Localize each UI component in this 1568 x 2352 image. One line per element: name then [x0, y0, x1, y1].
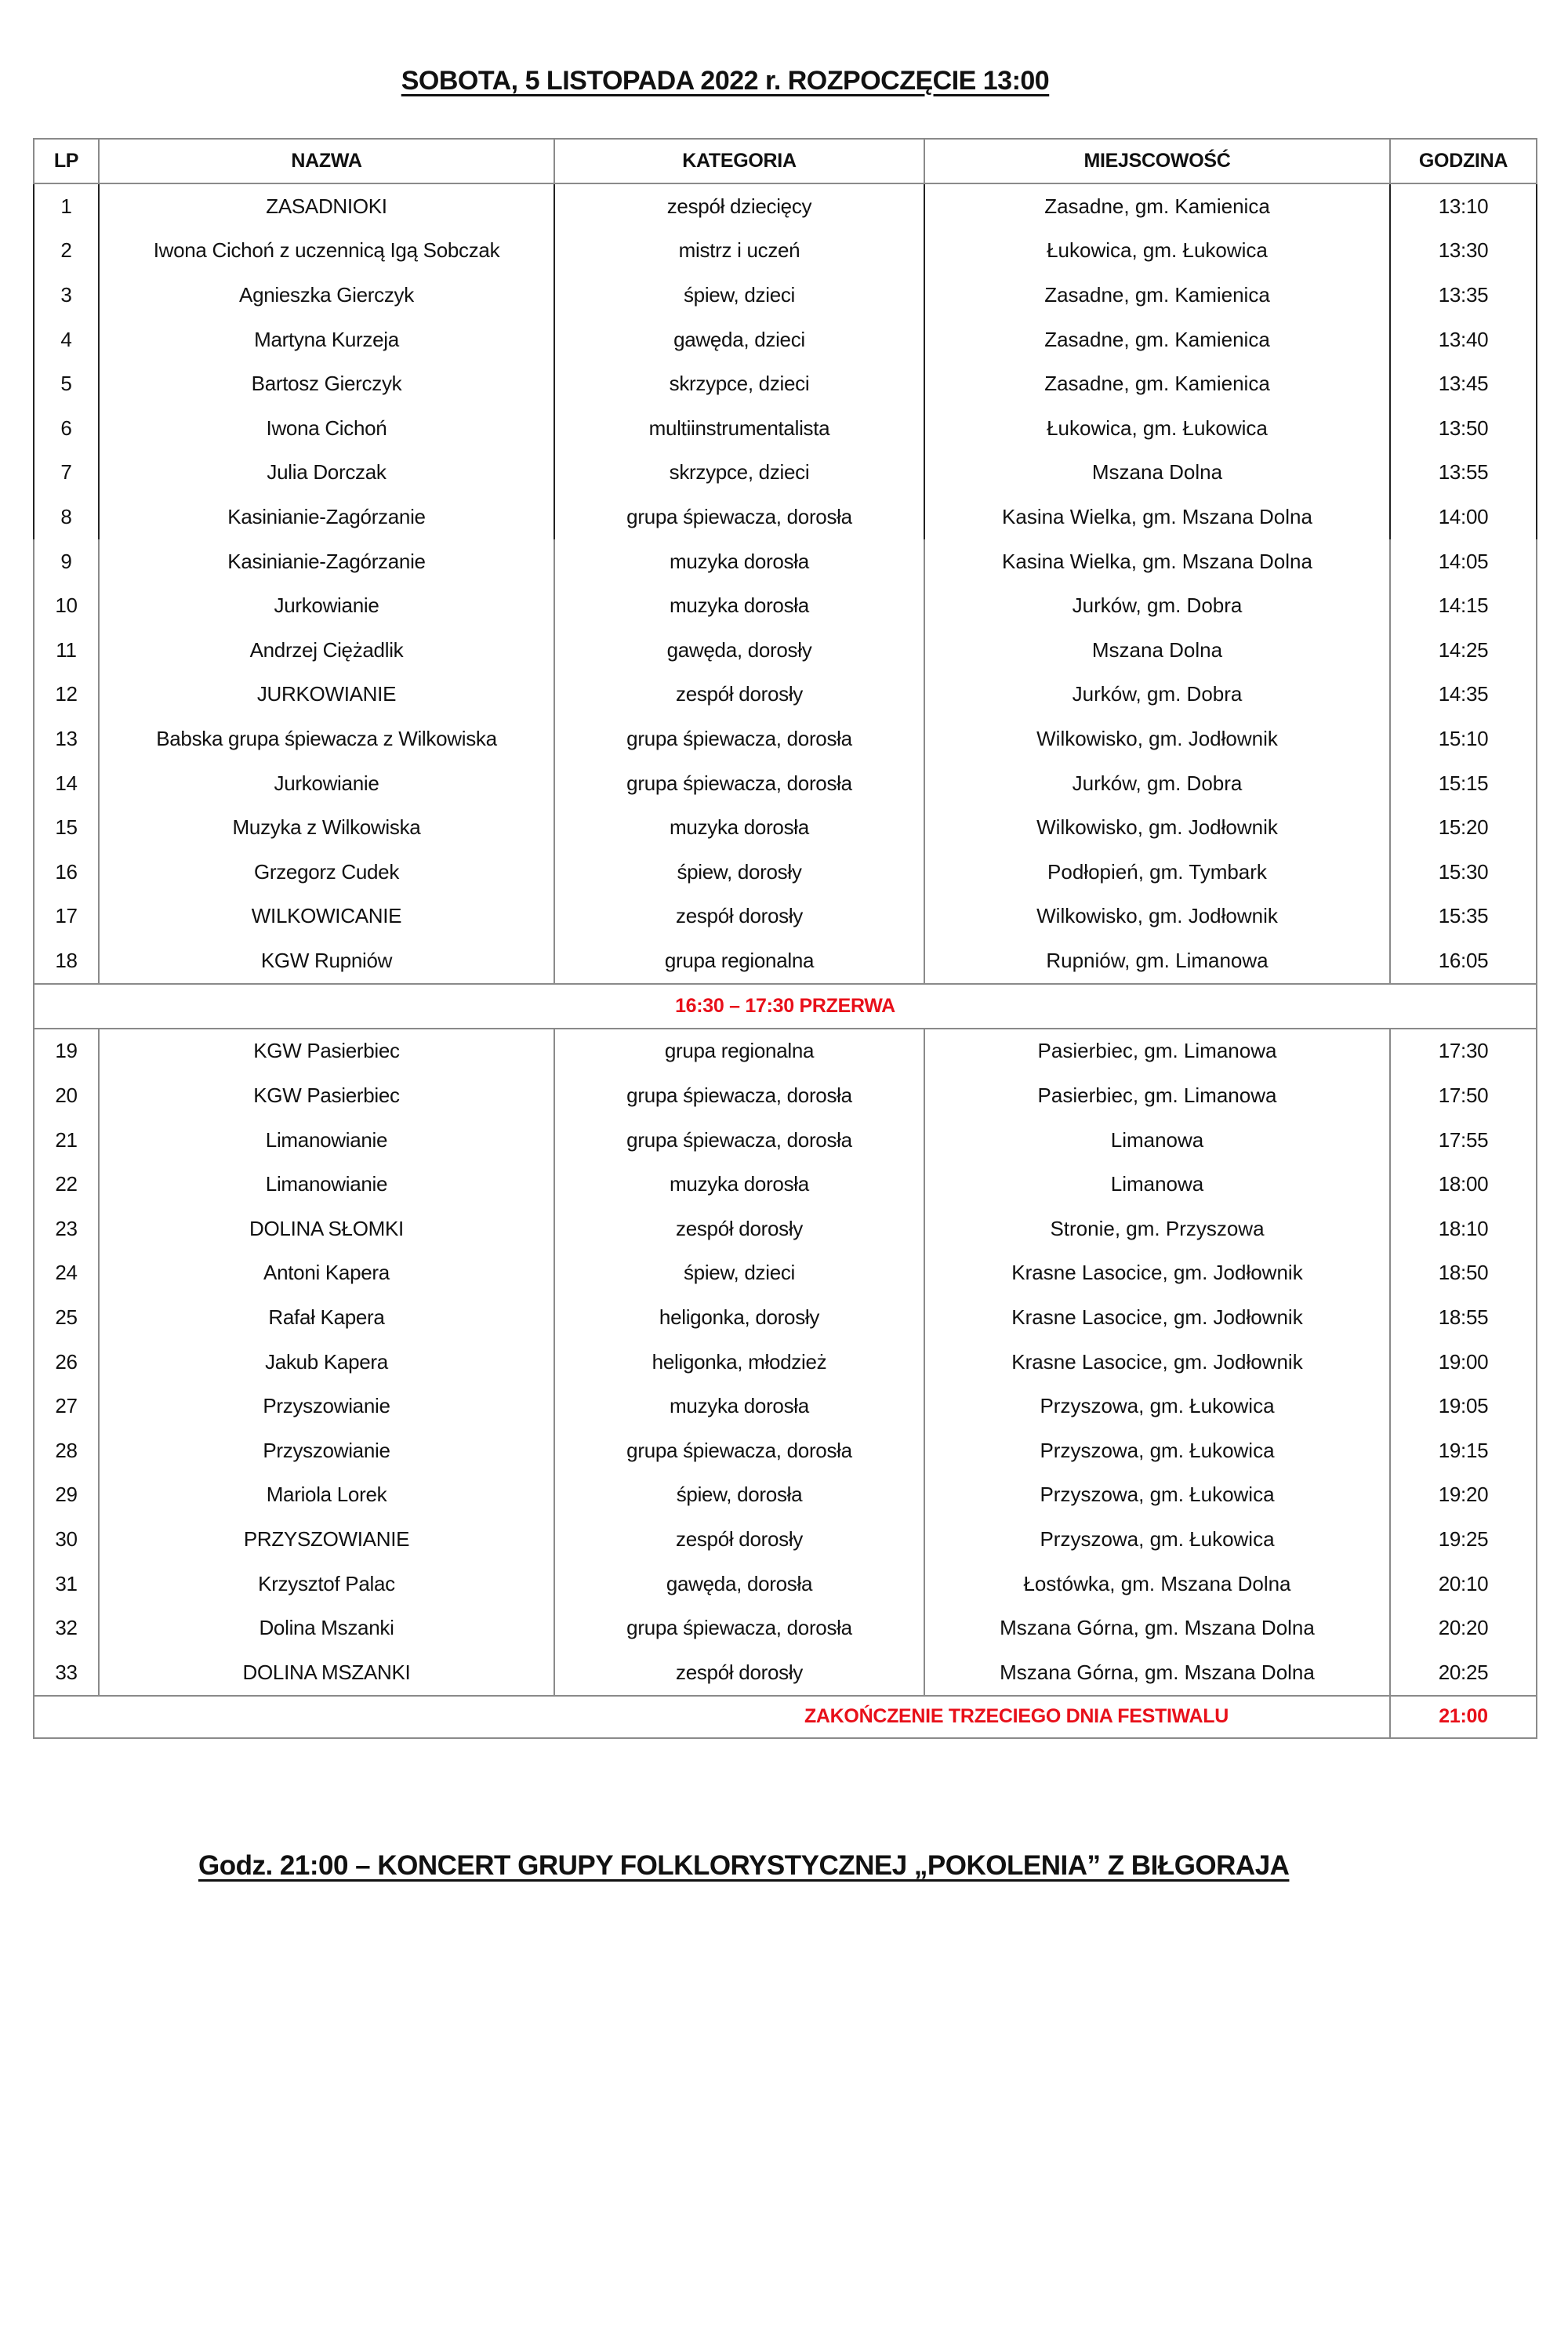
- cell-time: 18:10: [1390, 1207, 1537, 1251]
- cell-time: 13:30: [1390, 229, 1537, 274]
- table-row: [34, 1162, 1537, 1207]
- column-header-time: GODZINA: [1390, 139, 1537, 183]
- cell-category: grupa śpiewacza, dorosła: [554, 1606, 924, 1650]
- cell-lp: 6: [34, 406, 99, 451]
- cell-name: Jurkowianie: [99, 583, 554, 628]
- cell-category: zespół dziecięcy: [554, 183, 924, 229]
- cell-lp: 33: [34, 1650, 99, 1696]
- cell-place: Mszana Dolna: [924, 628, 1390, 673]
- cell-time: 17:55: [1390, 1118, 1537, 1163]
- cell-lp: 16: [34, 850, 99, 895]
- cell-name: Mariola Lorek: [99, 1473, 554, 1518]
- cell-name: Kasinianie-Zagórzanie: [99, 495, 554, 539]
- festival-end-row: [34, 1696, 1537, 1738]
- page-title-text: SOBOTA, 5 LISTOPADA 2022 r. ROZPOCZĘCIE 13:00: [401, 66, 1050, 96]
- cell-name: Dolina Mszanki: [99, 1606, 554, 1650]
- cell-time: 13:55: [1390, 451, 1537, 495]
- cell-category: gawęda, dorosła: [554, 1562, 924, 1606]
- cell-category: grupa śpiewacza, dorosła: [554, 495, 924, 539]
- cell-lp: 8: [34, 495, 99, 539]
- cell-category: gawęda, dorosły: [554, 628, 924, 673]
- cell-name: Antoni Kapera: [99, 1251, 554, 1296]
- cell-lp: 29: [34, 1473, 99, 1518]
- cell-place: Jurków, gm. Dobra: [924, 673, 1390, 717]
- cell-time: 15:10: [1390, 717, 1537, 761]
- cell-category: skrzypce, dzieci: [554, 361, 924, 406]
- column-header-category: KATEGORIA: [554, 139, 924, 183]
- cell-place: Jurków, gm. Dobra: [924, 583, 1390, 628]
- cell-name: Babska grupa śpiewacza z Wilkowiska: [99, 717, 554, 761]
- table-row: [34, 1517, 1537, 1562]
- cell-place: Przyszowa, gm. Łukowica: [924, 1517, 1390, 1562]
- cell-place: Mszana Dolna: [924, 451, 1390, 495]
- cell-name: JURKOWIANIE: [99, 673, 554, 717]
- table-row: [34, 183, 1537, 229]
- table-row: [34, 1606, 1537, 1650]
- cell-category: muzyka dorosła: [554, 539, 924, 584]
- cell-lp: 14: [34, 761, 99, 806]
- cell-category: grupa śpiewacza, dorosła: [554, 717, 924, 761]
- end-section: [34, 1696, 1537, 1738]
- cell-place: Przyszowa, gm. Łukowica: [924, 1473, 1390, 1518]
- cell-name: Jakub Kapera: [99, 1340, 554, 1385]
- cell-name: Muzyka z Wilkowiska: [99, 805, 554, 850]
- cell-time: 17:30: [1390, 1029, 1537, 1074]
- cell-lp: 4: [34, 318, 99, 362]
- cell-name: KGW Pasierbiec: [99, 1029, 554, 1074]
- column-header-lp: LP: [34, 139, 99, 183]
- cell-name: Andrzej Ciężadlik: [99, 628, 554, 673]
- cell-time: 13:10: [1390, 183, 1537, 229]
- cell-place: Łukowica, gm. Łukowica: [924, 406, 1390, 451]
- cell-category: grupa śpiewacza, dorosła: [554, 1118, 924, 1163]
- table-row: [34, 805, 1537, 850]
- cell-place: Podłopień, gm. Tymbark: [924, 850, 1390, 895]
- cell-place: Zasadne, gm. Kamienica: [924, 273, 1390, 318]
- table-row: [34, 1118, 1537, 1163]
- cell-category: muzyka dorosła: [554, 1162, 924, 1207]
- cell-time: 18:00: [1390, 1162, 1537, 1207]
- cell-name: Agnieszka Gierczyk: [99, 273, 554, 318]
- cell-place: Krasne Lasocice, gm. Jodłownik: [924, 1340, 1390, 1385]
- cell-lp: 10: [34, 583, 99, 628]
- cell-name: Przyszowianie: [99, 1384, 554, 1428]
- cell-name: PRZYSZOWIANIE: [99, 1517, 554, 1562]
- table-row: [34, 451, 1537, 495]
- cell-time: 16:05: [1390, 938, 1537, 984]
- table-row: [34, 273, 1537, 318]
- cell-time: 18:55: [1390, 1295, 1537, 1340]
- cell-category: skrzypce, dzieci: [554, 451, 924, 495]
- table-header-row: [34, 139, 1537, 183]
- cell-place: Krasne Lasocice, gm. Jodłownik: [924, 1251, 1390, 1296]
- cell-category: grupa śpiewacza, dorosła: [554, 1073, 924, 1118]
- cell-time: 20:20: [1390, 1606, 1537, 1650]
- table-row: [34, 229, 1537, 274]
- table-row: [34, 1207, 1537, 1251]
- cell-time: 17:50: [1390, 1073, 1537, 1118]
- cell-lp: 32: [34, 1606, 99, 1650]
- cell-place: Rupniów, gm. Limanowa: [924, 938, 1390, 984]
- cell-name: Julia Dorczak: [99, 451, 554, 495]
- cell-category: muzyka dorosła: [554, 583, 924, 628]
- cell-category: śpiew, dorosły: [554, 850, 924, 895]
- cell-time: 15:20: [1390, 805, 1537, 850]
- cell-place: Przyszowa, gm. Łukowica: [924, 1428, 1390, 1473]
- cell-category: zespół dorosły: [554, 1207, 924, 1251]
- table-row: [34, 361, 1537, 406]
- cell-name: Przyszowianie: [99, 1428, 554, 1473]
- page-title: [0, 66, 1450, 96]
- cell-place: Łukowica, gm. Łukowica: [924, 229, 1390, 274]
- cell-category: grupa regionalna: [554, 938, 924, 984]
- cell-place: Kasina Wielka, gm. Mszana Dolna: [924, 539, 1390, 584]
- cell-category: zespół dorosły: [554, 895, 924, 939]
- cell-time: 20:25: [1390, 1650, 1537, 1696]
- cell-name: Limanowianie: [99, 1162, 554, 1207]
- table-row: [34, 1251, 1537, 1296]
- table-row: [34, 895, 1537, 939]
- cell-time: 15:15: [1390, 761, 1537, 806]
- cell-place: Limanowa: [924, 1118, 1390, 1163]
- table-row: [34, 1384, 1537, 1428]
- break-label: 16:30 – 17:30 PRZERWA: [34, 984, 1537, 1029]
- cell-time: 19:05: [1390, 1384, 1537, 1428]
- cell-lp: 19: [34, 1029, 99, 1074]
- schedule-table: [33, 138, 1537, 1739]
- cell-time: 14:05: [1390, 539, 1537, 584]
- cell-name: KGW Rupniów: [99, 938, 554, 984]
- table-row: [34, 1029, 1537, 1074]
- table-row: [34, 495, 1537, 539]
- cell-place: Zasadne, gm. Kamienica: [924, 183, 1390, 229]
- cell-name: Rafał Kapera: [99, 1295, 554, 1340]
- cell-name: Jurkowianie: [99, 761, 554, 806]
- cell-time: 13:40: [1390, 318, 1537, 362]
- cell-name: KGW Pasierbiec: [99, 1073, 554, 1118]
- cell-time: 18:50: [1390, 1251, 1537, 1296]
- cell-place: Stronie, gm. Przyszowa: [924, 1207, 1390, 1251]
- schedule-part-2: [34, 1029, 1537, 1696]
- cell-category: gawęda, dzieci: [554, 318, 924, 362]
- cell-time: 19:15: [1390, 1428, 1537, 1473]
- cell-place: Wilkowisko, gm. Jodłownik: [924, 895, 1390, 939]
- cell-lp: 31: [34, 1562, 99, 1606]
- table-row: [34, 717, 1537, 761]
- table-row: [34, 761, 1537, 806]
- cell-place: Wilkowisko, gm. Jodłownik: [924, 717, 1390, 761]
- cell-lp: 20: [34, 1073, 99, 1118]
- cell-time: 20:10: [1390, 1562, 1537, 1606]
- table-row: [34, 406, 1537, 451]
- cell-time: 15:30: [1390, 850, 1537, 895]
- cell-lp: 11: [34, 628, 99, 673]
- cell-lp: 24: [34, 1251, 99, 1296]
- cell-lp: 13: [34, 717, 99, 761]
- cell-lp: 23: [34, 1207, 99, 1251]
- cell-lp: 30: [34, 1517, 99, 1562]
- column-header-name: NAZWA: [99, 139, 554, 183]
- cell-category: grupa śpiewacza, dorosła: [554, 761, 924, 806]
- cell-name: Limanowianie: [99, 1118, 554, 1163]
- cell-name: DOLINA SŁOMKI: [99, 1207, 554, 1251]
- cell-time: 13:35: [1390, 273, 1537, 318]
- cell-category: mistrz i uczeń: [554, 229, 924, 274]
- cell-name: Grzegorz Cudek: [99, 850, 554, 895]
- cell-place: Wilkowisko, gm. Jodłownik: [924, 805, 1390, 850]
- cell-place: Jurków, gm. Dobra: [924, 761, 1390, 806]
- cell-place: Pasierbiec, gm. Limanowa: [924, 1029, 1390, 1074]
- cell-name: Iwona Cichoń z uczennicą Igą Sobczak: [99, 229, 554, 274]
- cell-lp: 22: [34, 1162, 99, 1207]
- table-row: [34, 938, 1537, 984]
- cell-time: 15:35: [1390, 895, 1537, 939]
- cell-lp: 15: [34, 805, 99, 850]
- cell-time: 19:00: [1390, 1340, 1537, 1385]
- cell-name: Bartosz Gierczyk: [99, 361, 554, 406]
- cell-lp: 25: [34, 1295, 99, 1340]
- cell-lp: 7: [34, 451, 99, 495]
- cell-time: 13:50: [1390, 406, 1537, 451]
- table-row: [34, 318, 1537, 362]
- cell-name: WILKOWICANIE: [99, 895, 554, 939]
- table-row: [34, 539, 1537, 584]
- cell-category: zespół dorosły: [554, 1517, 924, 1562]
- cell-lp: 28: [34, 1428, 99, 1473]
- festival-end-label-cell: [34, 1696, 1390, 1738]
- cell-place: Pasierbiec, gm. Limanowa: [924, 1073, 1390, 1118]
- cell-time: 14:15: [1390, 583, 1537, 628]
- cell-place: Łostówka, gm. Mszana Dolna: [924, 1562, 1390, 1606]
- cell-place: Zasadne, gm. Kamienica: [924, 318, 1390, 362]
- cell-category: grupa regionalna: [554, 1029, 924, 1074]
- cell-lp: 9: [34, 539, 99, 584]
- cell-name: Martyna Kurzeja: [99, 318, 554, 362]
- cell-time: 19:25: [1390, 1517, 1537, 1562]
- table-row: [34, 1340, 1537, 1385]
- break-section: [34, 984, 1537, 1029]
- table-row: [34, 673, 1537, 717]
- table-row: [34, 1562, 1537, 1606]
- cell-lp: 12: [34, 673, 99, 717]
- table-row: [34, 850, 1537, 895]
- cell-category: śpiew, dzieci: [554, 1251, 924, 1296]
- cell-lp: 17: [34, 895, 99, 939]
- cell-lp: 18: [34, 938, 99, 984]
- cell-time: 14:35: [1390, 673, 1537, 717]
- cell-name: Kasinianie-Zagórzanie: [99, 539, 554, 584]
- cell-category: zespół dorosły: [554, 1650, 924, 1696]
- cell-place: Mszana Górna, gm. Mszana Dolna: [924, 1650, 1390, 1696]
- cell-lp: 27: [34, 1384, 99, 1428]
- cell-name: DOLINA MSZANKI: [99, 1650, 554, 1696]
- cell-lp: 3: [34, 273, 99, 318]
- cell-lp: 1: [34, 183, 99, 229]
- cell-time: 19:20: [1390, 1473, 1537, 1518]
- cell-lp: 21: [34, 1118, 99, 1163]
- cell-category: zespół dorosły: [554, 673, 924, 717]
- table-row: [34, 583, 1537, 628]
- cell-name: Iwona Cichoń: [99, 406, 554, 451]
- table-row: [34, 628, 1537, 673]
- cell-name: Krzysztof Palac: [99, 1562, 554, 1606]
- table-row: [34, 1073, 1537, 1118]
- cell-category: śpiew, dzieci: [554, 273, 924, 318]
- cell-name: ZASADNIOKI: [99, 183, 554, 229]
- cell-time: 14:25: [1390, 628, 1537, 673]
- cell-time: 14:00: [1390, 495, 1537, 539]
- festival-end-time: 21:00: [1390, 1696, 1537, 1738]
- table-row: [34, 1428, 1537, 1473]
- cell-place: Kasina Wielka, gm. Mszana Dolna: [924, 495, 1390, 539]
- cell-place: Krasne Lasocice, gm. Jodłownik: [924, 1295, 1390, 1340]
- cell-category: muzyka dorosła: [554, 805, 924, 850]
- cell-place: Limanowa: [924, 1162, 1390, 1207]
- cell-lp: 26: [34, 1340, 99, 1385]
- cell-category: heligonka, młodzież: [554, 1340, 924, 1385]
- column-header-place: MIEJSCOWOŚĆ: [924, 139, 1390, 183]
- cell-time: 13:45: [1390, 361, 1537, 406]
- concert-announcement: Godz. 21:00 – KONCERT GRUPY FOLKLORYSTYCZNEJ „POKOLENIA” Z BIŁGORAJA: [198, 1850, 1290, 1881]
- cell-category: śpiew, dorosła: [554, 1473, 924, 1518]
- table-row: [34, 1295, 1537, 1340]
- cell-lp: 5: [34, 361, 99, 406]
- table-row: [34, 1473, 1537, 1518]
- cell-lp: 2: [34, 229, 99, 274]
- cell-category: multiinstrumentalista: [554, 406, 924, 451]
- cell-place: Przyszowa, gm. Łukowica: [924, 1384, 1390, 1428]
- festival-end-label: ZAKOŃCZENIE TRZECIEGO DNIA FESTIWALU: [804, 1705, 1229, 1728]
- break-row: [34, 984, 1537, 1029]
- cell-place: Mszana Górna, gm. Mszana Dolna: [924, 1606, 1390, 1650]
- schedule-part-1: [34, 183, 1537, 984]
- cell-category: grupa śpiewacza, dorosła: [554, 1428, 924, 1473]
- cell-category: heligonka, dorosły: [554, 1295, 924, 1340]
- cell-place: Zasadne, gm. Kamienica: [924, 361, 1390, 406]
- cell-category: muzyka dorosła: [554, 1384, 924, 1428]
- table-row: [34, 1650, 1537, 1696]
